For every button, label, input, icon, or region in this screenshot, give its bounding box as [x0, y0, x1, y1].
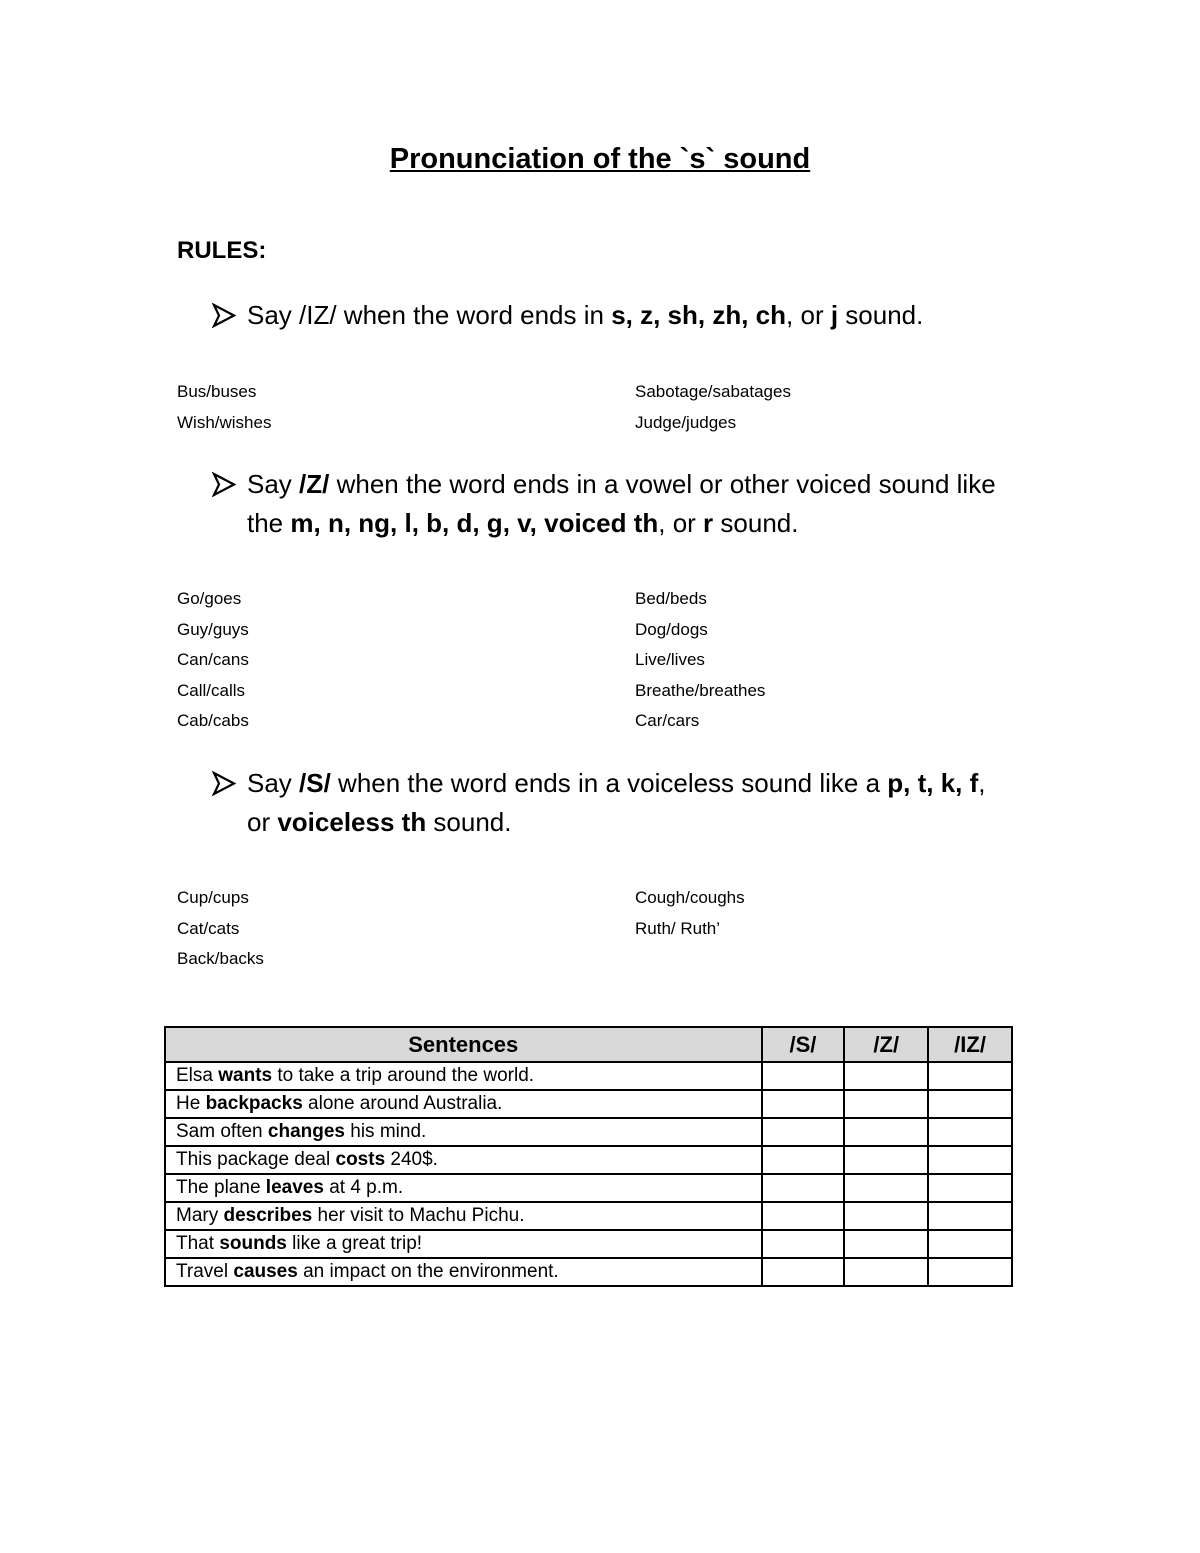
example-word: Live/lives — [635, 650, 705, 669]
arrowhead-bullet-icon — [212, 465, 238, 504]
text-segment: like a great trip! — [286, 1233, 423, 1254]
bold-text: j — [830, 300, 839, 330]
header-iz: /IZ/ — [928, 1027, 1012, 1062]
text-segment: This package deal — [176, 1149, 336, 1170]
rule-text — [247, 296, 1012, 335]
text-segment: , or — [658, 508, 704, 538]
text-segment: Travel — [176, 1261, 234, 1282]
example-word: Bus/buses — [177, 382, 257, 401]
text-segment: The plane — [176, 1177, 266, 1198]
sentence-cell — [165, 1118, 762, 1146]
example-word: Back/backs — [177, 949, 264, 968]
answer-cell-iz[interactable] — [928, 1258, 1012, 1286]
example-word: Dog/dogs — [635, 619, 708, 639]
examples-left — [177, 584, 249, 737]
answer-cell-iz[interactable] — [928, 1062, 1012, 1090]
rule-text — [247, 764, 1012, 842]
text-segment: He — [176, 1093, 206, 1114]
answer-cell-z[interactable] — [844, 1230, 928, 1258]
text-segment: an impact on the environment. — [297, 1261, 559, 1282]
sentence-cell — [165, 1062, 762, 1090]
text-segment: sound. — [426, 807, 512, 837]
answer-cell-z[interactable] — [844, 1118, 928, 1146]
answer-cell-z[interactable] — [844, 1174, 928, 1202]
table-row — [165, 1118, 1012, 1146]
text-segment: , or — [786, 300, 831, 330]
answer-cell-iz[interactable] — [928, 1118, 1012, 1146]
text-segment: sound. — [713, 508, 799, 538]
examples-right — [635, 377, 791, 438]
text-segment: at 4 p.m. — [323, 1177, 404, 1198]
bold-text: p, t, k, f — [887, 768, 979, 798]
text-segment: her visit to Machu Pichu. — [312, 1205, 525, 1226]
sentence-cell — [165, 1230, 762, 1258]
text-segment: Say — [247, 469, 300, 499]
rule-z — [212, 465, 1012, 543]
sentence-cell — [165, 1258, 762, 1286]
sentence-cell — [165, 1202, 762, 1230]
rule-text — [247, 465, 1012, 543]
examples-left — [177, 883, 264, 975]
bold-text: describes — [223, 1205, 313, 1226]
rules-heading: RULES: — [177, 237, 267, 264]
example-word: Guy/guys — [177, 619, 249, 639]
text-segment: when the word ends in a vowel or other voiced sound like the — [247, 469, 996, 538]
table-row — [165, 1202, 1012, 1230]
bold-text: sounds — [219, 1233, 287, 1254]
example-word: Call/calls — [177, 680, 246, 700]
answer-cell-s[interactable] — [762, 1202, 845, 1230]
arrowhead-bullet-icon — [212, 296, 238, 335]
answer-cell-iz[interactable] — [928, 1090, 1012, 1118]
header-z: /Z/ — [844, 1027, 928, 1062]
text-segment: Say /IZ/ when the word ends in — [247, 300, 612, 330]
sentence-cell — [165, 1174, 762, 1202]
bold-text: r — [703, 508, 714, 538]
text-segment: sound. — [838, 300, 924, 330]
bold-text: wants — [218, 1065, 273, 1086]
answer-cell-z[interactable] — [844, 1090, 928, 1118]
answer-cell-iz[interactable] — [928, 1230, 1012, 1258]
example-word: Cup/cups — [177, 888, 249, 907]
text-segment: , or — [247, 768, 986, 837]
text-segment: 240$. — [385, 1149, 438, 1170]
rule-s — [212, 764, 1012, 842]
table-row — [165, 1174, 1012, 1202]
text-segment: alone around Australia. — [302, 1093, 503, 1114]
text-segment: to take a trip around the world. — [272, 1065, 535, 1086]
table-row — [165, 1062, 1012, 1090]
bold-text: s, z, sh, zh, ch — [611, 300, 787, 330]
bold-text: voiceless th — [277, 807, 427, 837]
bold-text: causes — [233, 1261, 298, 1282]
example-word: Go/goes — [177, 589, 242, 608]
bold-text: costs — [335, 1149, 386, 1170]
example-word: Cat/cats — [177, 918, 240, 938]
bold-text: m, n, ng, l, b, d, g, v, voiced th — [290, 508, 659, 538]
table-row — [165, 1090, 1012, 1118]
answer-cell-iz[interactable] — [928, 1202, 1012, 1230]
answer-cell-iz[interactable] — [928, 1174, 1012, 1202]
example-word: Cab/cabs — [177, 711, 249, 730]
answer-cell-z[interactable] — [844, 1202, 928, 1230]
text-segment: his mind. — [344, 1121, 427, 1142]
example-word: Bed/beds — [635, 589, 707, 608]
text-segment: Mary — [176, 1205, 224, 1226]
example-word: Cough/coughs — [635, 888, 745, 907]
table-row — [165, 1146, 1012, 1174]
text-segment: when the word ends in a voiceless sound like a — [330, 768, 888, 798]
arrowhead-bullet-icon — [212, 764, 238, 803]
examples-right — [635, 883, 745, 944]
text-segment: Say — [247, 768, 300, 798]
table-row — [165, 1258, 1012, 1286]
sentences-table — [164, 1026, 1013, 1287]
text-segment: Sam often — [176, 1121, 268, 1142]
bold-text: changes — [267, 1121, 345, 1142]
examples-right — [635, 584, 765, 737]
table-row — [165, 1230, 1012, 1258]
sentence-cell — [165, 1146, 762, 1174]
answer-cell-z[interactable] — [844, 1258, 928, 1286]
answer-cell-s[interactable] — [762, 1090, 845, 1118]
text-segment: Elsa — [176, 1065, 219, 1086]
table-header-row — [165, 1027, 1012, 1062]
example-word: Breathe/breathes — [635, 680, 766, 700]
answer-cell-s[interactable] — [762, 1258, 845, 1286]
bold-text: /Z/ — [299, 469, 330, 499]
answer-cell-s[interactable] — [762, 1146, 845, 1174]
header-sentences: Sentences — [165, 1027, 762, 1062]
bold-text: /S/ — [299, 768, 331, 798]
answer-cell-s[interactable] — [762, 1230, 845, 1258]
answer-cell-z[interactable] — [844, 1062, 928, 1090]
answer-cell-iz[interactable] — [928, 1146, 1012, 1174]
answer-cell-s[interactable] — [762, 1118, 845, 1146]
example-word: Car/cars — [635, 711, 700, 730]
header-s: /S/ — [762, 1027, 845, 1062]
example-word: Can/cans — [177, 650, 249, 669]
text-segment: That — [176, 1233, 220, 1254]
answer-cell-z[interactable] — [844, 1146, 928, 1174]
answer-cell-s[interactable] — [762, 1174, 845, 1202]
bold-text: leaves — [265, 1177, 324, 1198]
example-word: Wish/wishes — [177, 412, 272, 432]
examples-left — [177, 377, 271, 438]
rule-iz — [212, 296, 1012, 335]
bold-text: backpacks — [205, 1093, 303, 1114]
page-title: Pronunciation of the `s` sound — [389, 143, 811, 175]
example-word: Sabotage/sabatages — [635, 382, 791, 401]
example-word: Judge/judges — [635, 412, 737, 432]
table-body — [165, 1062, 1012, 1286]
example-word: Ruth/ Ruth’ — [635, 918, 721, 938]
sentence-cell — [165, 1090, 762, 1118]
answer-cell-s[interactable] — [762, 1062, 845, 1090]
